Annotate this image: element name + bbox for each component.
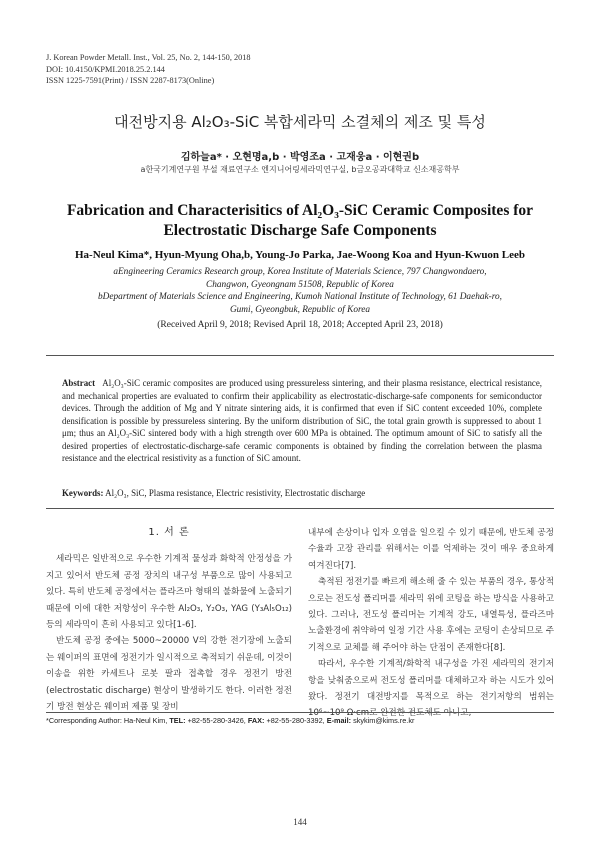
paragraph: 세라믹은 일반적으로 우수한 기계적 물성과 화학적 안정성을 가지고 있어서 반도체 공정 장치의 내구성 부품으로 많이 사용되고 있다. 특히 반도체 공정에서는 플라즈마 형태의 불화물에 노출되기 때문에 이에 대한 저항성이 우수한 Al₂O₃, Y₂O₃, YAG (Y₃Al₅O₁₂) 등의 세라믹이 흔히 사용되고 있다[1-6]. bbox=[46, 554, 292, 631]
abstract-top-rule bbox=[46, 355, 554, 356]
received-dates: (Received April 9, 2018; Revised April 18, 2018; Accepted April 23, 2018) bbox=[157, 320, 443, 330]
english-title bbox=[0, 201, 600, 241]
footnote-rule bbox=[46, 712, 554, 713]
abstract-label: Abstract bbox=[62, 378, 96, 388]
english-affiliations bbox=[0, 266, 600, 316]
keywords-text: Al₂O₃, SiC, Plasma resistance, Electric resistivity, Electrostatic discharge bbox=[105, 488, 366, 498]
tel-number: +82-55-280-3426, bbox=[187, 716, 246, 725]
keywords bbox=[62, 488, 542, 498]
fax-label: FAX: bbox=[247, 716, 265, 725]
abstract-text: Al₂O₃-SiC ceramic composites are produced using pressureless sintering, and their plasma resistance, electrical resistance, and mechanical properties are evaluated to confirm their applicability as electrostatic-discharge-safe components for semiconductor devices. Through the addition of Mg and Y nitrate sintering aids, it is confirmed that even if SiC content exceeded 10%, complete densification is possible by pressureless sintering. By the uniform distribution of SiC, the total grain growth is suppressed to about 1 μm; thus an Al₂O₃-SiC sintered body with a high strength over 600 MPa is obtained. The optimum amount of SiC to satisfy all the desired properties of electrostatic-discharge-safe ceramic components is obtained by finding the correlation between the plasma resistance and the electrical resistivity as a function of SiC amount. bbox=[62, 378, 542, 463]
english-title-line1: Fabrication and Characterisitics of Al₂O₃-SiC Ceramic Composites for bbox=[66, 202, 534, 219]
journal-citation: J. Korean Powder Metall. Inst., Vol. 25, No. 2, 144-150, 2018 bbox=[46, 53, 251, 62]
email-label: E-mail: bbox=[326, 716, 352, 725]
page-number: 144 bbox=[293, 817, 307, 827]
affiliation-a-line2: Changwon, Gyeongnam 51508, Republic of Korea bbox=[206, 279, 394, 290]
left-column bbox=[46, 525, 292, 715]
footnote-label: *Corresponding Author: Ha-Neul Kim, bbox=[46, 716, 168, 725]
keywords-label: Keywords: bbox=[62, 488, 104, 498]
fax-number: +82-55-280-3392, bbox=[266, 716, 325, 725]
affiliation-a-line1: aEngineering Ceramics Research group, Korea Institute of Materials Science, 797 Changwondaero, bbox=[113, 267, 487, 277]
korean-title: 대전방지용 Al₂O₃-SiC 복합세라믹 소결체의 제조 및 특성 bbox=[114, 113, 486, 131]
journal-header bbox=[46, 52, 251, 87]
affiliation-b-line1: bDepartment of Materials Science and Engineering, Kumoh National Institute of Technology, 61 Daehak-ro, bbox=[98, 292, 502, 302]
corresponding-author-footnote bbox=[46, 716, 414, 725]
email-address: skykim@kims.re.kr bbox=[353, 716, 415, 725]
korean-authors: 김하늘a* · 오현명a,b · 박영조a · 고재웅a · 이현권b bbox=[180, 152, 420, 163]
tel-label: TEL: bbox=[169, 716, 186, 725]
section-title: 1. 서 론 bbox=[148, 527, 190, 538]
paragraph: 축적된 정전기를 빠르게 해소해 줄 수 있는 부품의 경우, 통상적으로는 전도성 폴리머를 세라믹 위에 코팅을 하는 방식을 사용하고 있다. 그러나, 전도성 폴리머는 기계적 강도, 내열특성, 플라즈마 노출환경에 취약하여 일정 기간 사용 후에는 코팅이 손상되므로 주기적으로 교체를 해 주어야 하는 단점이 존재한다[8]. bbox=[308, 577, 554, 653]
english-title-line2: Electrostatic Discharge Safe Components bbox=[163, 222, 437, 239]
korean-affiliations: a한국기계연구원 부설 재료연구소 엔지니어링세라믹연구실, b금오공과대학교 신소재공학부 bbox=[140, 165, 460, 174]
issn: ISSN 1225-7591(Print) / ISSN 2287-8173(Online) bbox=[46, 76, 215, 85]
english-authors: Ha-Neul Kima*, Hyun-Myung Oha,b, Young-Jo Parka, Jae-Woong Koa and Hyun-Kwuon Leeb bbox=[74, 249, 526, 261]
paragraph: 내부에 손상이나 입자 오염을 일으킬 수 있기 때문에, 반도체 공정 수율과 고장 관리를 위해서는 이를 억제하는 것이 매우 중요하게 여겨진다[7]. bbox=[308, 528, 554, 571]
doi: DOI: 10.4150/KPMI.2018.25.2.144 bbox=[46, 64, 165, 74]
right-column bbox=[308, 525, 554, 722]
paragraph: 반도체 공정 중에는 5000~20000 V의 강한 전기장에 노출되는 웨이퍼의 표면에 정전기가 일시적으로 축적되기 쉬운데, 이것이 이송을 위한 카세트나 로봇 팔과 접촉할 경우 정전기 방전(electrostatic discharge) 현상이 발생하기도 한다. 이러한 정전기 방전 현상은 웨이퍼 제품 및 장비 bbox=[46, 636, 292, 713]
paragraph: 따라서, 우수한 기계적/화학적 내구성을 가진 세라믹의 전기저항을 낮춰줌으로써 전도성 폴리머를 대체하고자 하는 시도가 있어왔다. 정전기 대전방지를 목적으로 하는 전기저항의 범위는 10⁶~10⁹ Ω·cm로 완전한 전도체도 아니고, bbox=[308, 659, 554, 719]
affiliation-b-line2: Gumi, Gyeongbuk, Republic of Korea bbox=[229, 304, 371, 315]
abstract-bottom-rule bbox=[46, 508, 554, 509]
abstract bbox=[62, 377, 542, 465]
